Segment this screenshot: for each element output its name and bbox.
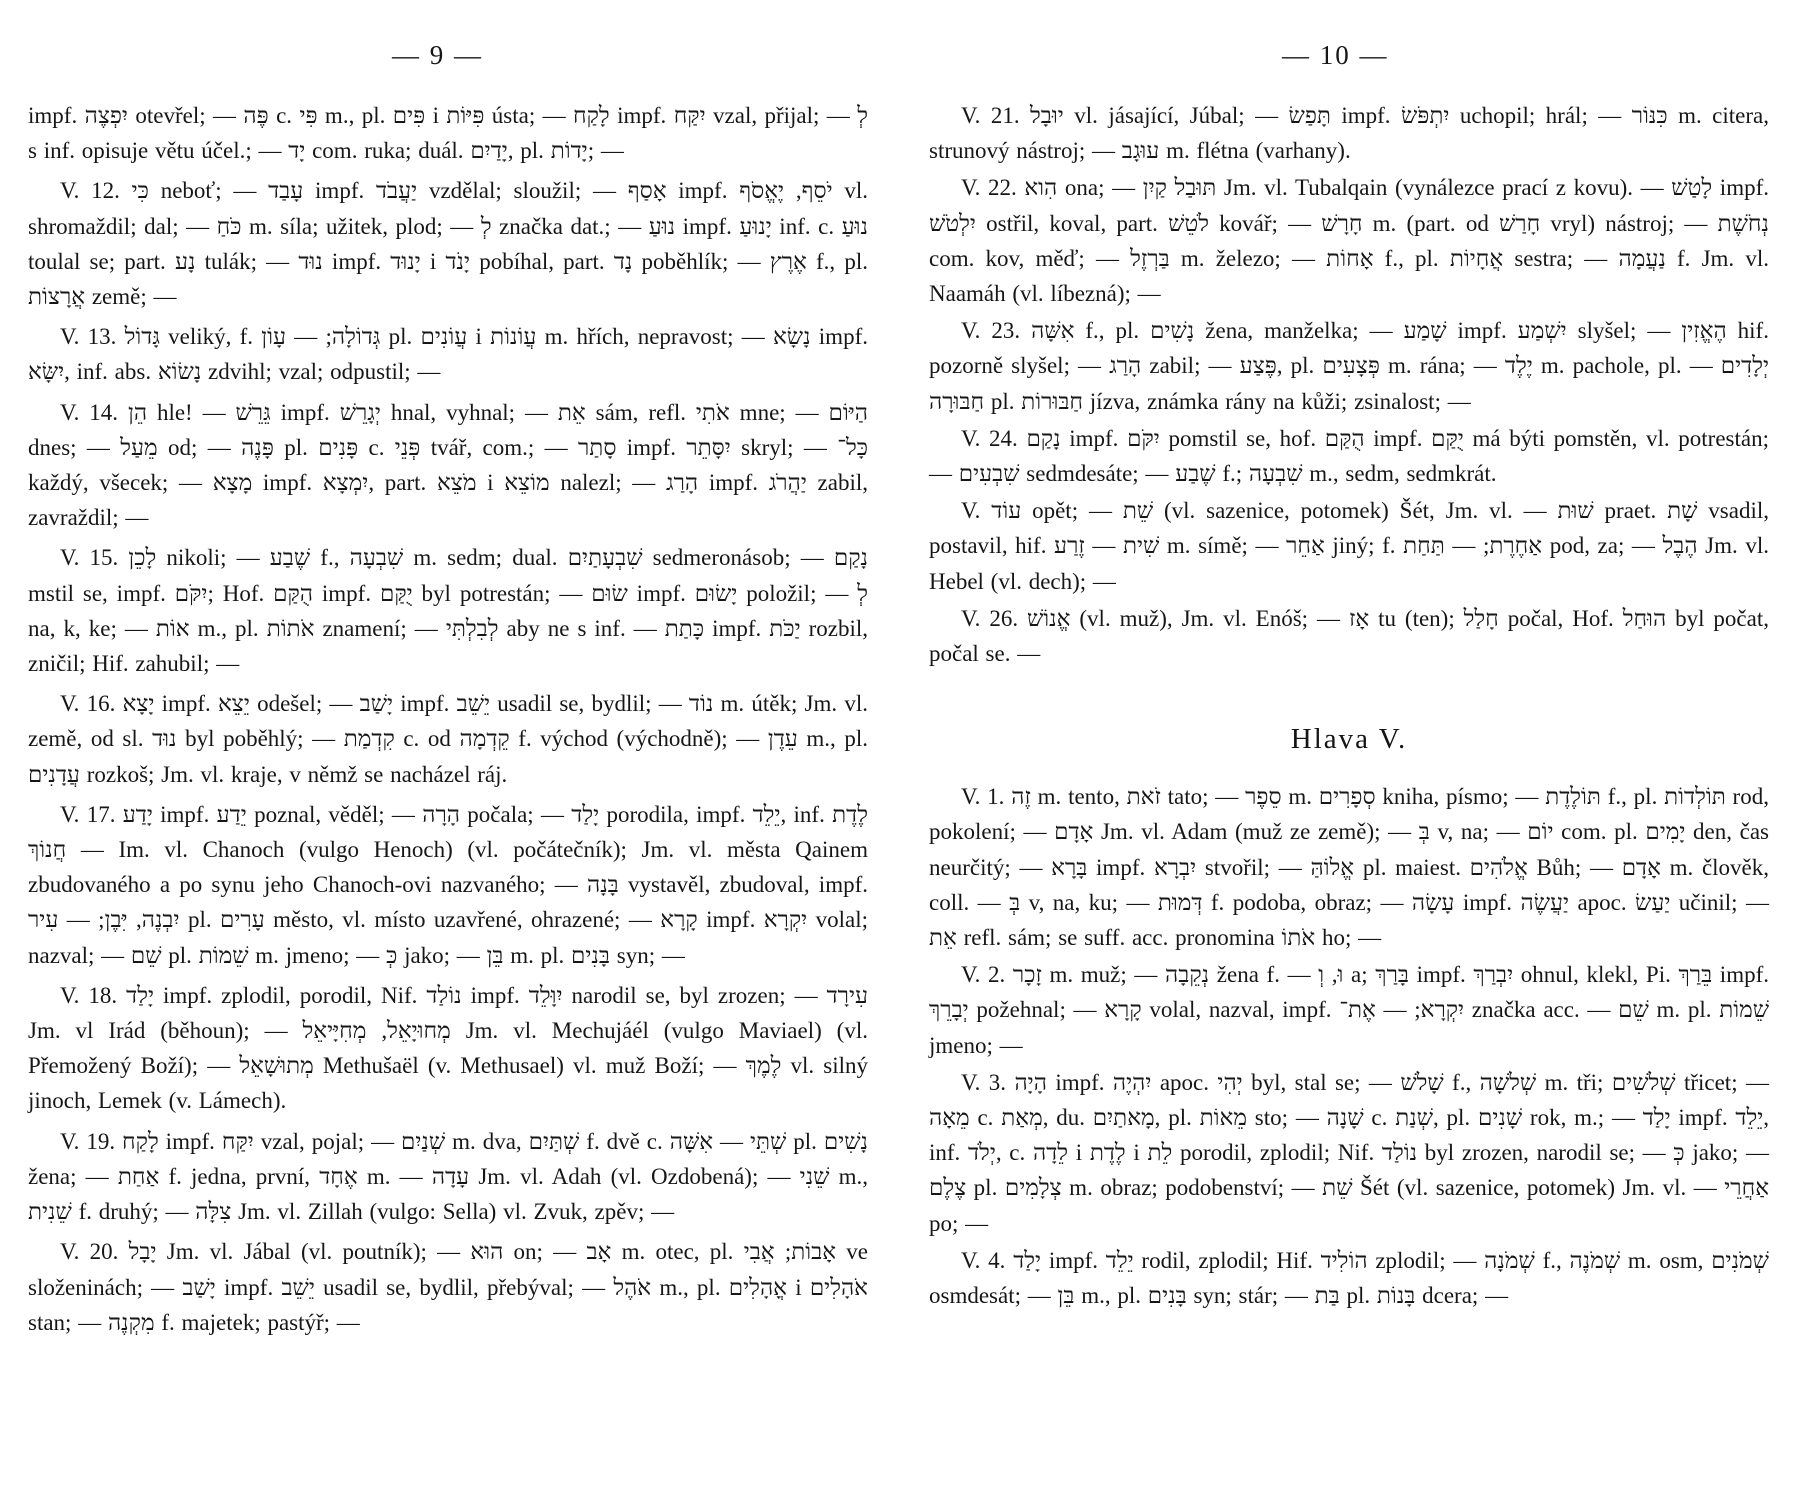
paragraph-verse: V. 16. יָצָא impf. יֵצֵא odešel; — יָשַׁב impf. יֵשֵׁב usadil se, bydlil; — נוֹד m. útěk; Jm. vl. země, od sl. נוּד byl poběhlý; — קִדְמַת c. od קֵדְמָה f. východ (východně); — עֵדֶן m., pl. עֲדָנִים rozkoš; Jm. vl. kraje, v němž se nacházel ráj. <box>28 691 868 787</box>
left-column <box>28 98 868 1345</box>
paragraph-verse: V. 26. אֱנוֹשׁ (vl. muž), Jm. vl. Enóš; — אָז tu (ten); חָלַל počal, Hof. הוּחַל byl počat, počal se. — <box>929 605 1769 667</box>
paragraph-verse: V. 22. הִוא ona; — תּוּבַל קַיִן Jm. vl. Tubalqain (vynálezce prací z kovu). — לָטַשׁ impf. יִלְטֹשׁ ostřil, koval, part. לֹטֵשׁ kovář; — חָרָשׁ m. (part. od חָרַשׁ vryl) nástroj; — נְחֹשֶׁת com. kov, měď; — בַּרְזֶל m. železo; — אָחוֹת f., pl. אֲחָיוֹת sestra; — נַעֲמָה f. Jm. vl. Naamáh (vl. líbezná); — <box>929 175 1770 307</box>
paragraph-verse: V. 18. יָלַד impf. zplodil, porodil, Nif. נוֹלַד impf. יִוָּלֵד narodil se, byl zrozen; — עִירָד Jm. vl Irád (běhoun); — מְחוּיָאֵל, מְחִיָּיאֵל Jm. vl. Mechujáél (vulgo Maviael) (vl. Přemožený Boží); — מְתוּשָׁאֵל Methušaël (v. Methusael) vl. muž Boží; — לֶמֶךְ vl. silný jinoch, Lemek (v. Lámech). <box>28 982 869 1114</box>
paragraph-verse: V. 14. הֵן hle! — גֵּרֵשׁ impf. יְגָרֵשׁ hnal, vyhnal; — אֵת sám, refl. אֹתִי mne; — הַיּוֹם dnes; — מֵעַל od; — פָּנֶה pl. פָּנִים c. פְּנֵי tvář, com.; — סָתַר impf. יִסָּתֵר skryl; — כָּל־ každý, všecek; — מָצָא impf. יִמְצָא, part. מֹצֵא i מוֹצֵא nalezl; — הָרַג impf. יַהֲרֹג zabil, zavraždil; — <box>28 399 869 531</box>
paragraph-verse: V. עוֹד opět; — שֵׁת (vl. sazenice, potomek) Šét, Jm. vl. — שׁוּת praet. שָׁת vsadil, postavil, hif. שִׁית — זֶרַע m. símě; — אַחֵר jiný; f. אַחֶרֶת; — תַּחַת pod, za; — הֶבֶל Jm. vl. Hebel (vl. dech); — <box>929 498 1769 594</box>
paragraph-verse: V. 15. לָכֵן nikoli; — שֶׁבַע f., שִׁבְעָה m. sedm; dual. שִׁבְעָתַיִם sedmeronásob; — נָקַם mstil se, impf. יִקֹּם; Hof. הֻקַּם impf. יֻקַּם byl potrestán; — שׂוּם impf. יָשׂוּם položil; — לְ na, k, ke; — אוֹת m., pl. אֹתוֹת znamení; — לְבִלְתִּי aby ne s inf. — כָּתַת impf. יַכֹּת rozbil, zničil; Hif. zahubil; — <box>28 545 869 677</box>
paragraph-verse: V. 3. הָיָה impf. יִהְיֶה apoc. יְהִי byl, stal se; — שָׁלֹשׁ f., שְׁלֹשָׁה m. tři; שְׁלֹשִׁים třicet; — מֵאָה c. מְאַת, du. מָאתַיִם, pl. מֵאוֹת sto; — שָׁנָה c. שְׁנַת, pl. שָׁנִים rok, m.; — יָלַד impf. יֵלֵד, inf. יְלֹד, c. לֵדָה i לֶדֶת i לֵת porodil, zplodil; Nif. נוֹלַד byl zrozen, narodil se; — כְּ jako; — צֶלֶם pl. צְלָמִים m. obraz; podobenství; — שֵׁת Šét (vl. sazenice, potomek) Jm. vl. — אַחֲרֵי po; — <box>929 1069 1770 1236</box>
chapter-heading: Hlava V. <box>1290 723 1408 756</box>
paragraph-verse: V. 1. זֶה m. tento, זֹאת tato; — סֵפֶר m. סְפָרִים kniha, písmo; — תּוֹלֶדֶת f., pl. תּוֹלְדוֹת rod, pokolení; — אָדָם Jm. vl. Adam (muž ze země); — בְּ v, na; — יוֹם com. pl. יָמִים den, čas neurčitý; — בָּרָא impf. יִבְרָא stvořil; — אֱלוֹהַּ pl. maiest. אֱלֹהִים Bůh; — אָדָם m. člověk, coll. — בְּ v, na, ku; — דְּמוּת f. podoba, obraz; — עָשָׂה impf. יַעֲשֶׂה apoc. יַעַשׂ učinil; — אֵת refl. sám; se suff. acc. pronomina אֹתוֹ ho; — <box>929 784 1770 951</box>
paragraph-verse: V. 23. אִשָּׁה f., pl. נָשִׁים žena, manželka; — שָׁמַע impf. יִשְׁמַע slyšel; — הֶאֱזִין hif. pozorně slyšel; — הָרַג zabil; — פֶּצַע, pl. פְּצָעִים m. rána; — יֶלֶד m. pachole, pl. יְלָדִים — חַבּוּרָה pl. חַבּוּרוֹת jízva, známka rány na kůži; zsinalost; — <box>929 318 1770 414</box>
page-number: — 9 — <box>392 40 483 70</box>
paragraph-verse: V. 4. יָלַד impf. יֵלֵד rodil, zplodil; Hif. הוֹלִיד zplodil; — שְׁמֹנָה f., שְׁמֹנֶה m. osm, שְׁמֹנִים osmdesát; — בֵּן m., pl. בָּנִים syn; stár; — בַּת pl. בָּנוֹת dcera; — <box>929 1247 1769 1309</box>
paragraph-verse: V. 12. כִּי neboť; — עָבַד impf. יַעֲבֹד vzdělal; sloužil; — אָסַף impf. יֹסֵף, יֶאֱסֹף vl. shromaždil; dal; — כֹּחַ m. síla; užitek, plod; — לְ značka dat.; — נוּעַ impf. יָנוּעַ inf. c. נוּעַ toulal se; part. נָע tulák; — נוּד impf. יָנוּד i יָנֹד pobíhal, part. נָד poběhlík; — אֶרֶץ f., pl. אֲרָצוֹת země; — <box>28 178 868 310</box>
paragraph: impf. יִפְצֶה otevřel; — פֶּה c. פִּי m., pl. פִּים i פִּיּוֹת ústa; — לָקַח impf. יִקַּח vzal, přijal; — לְ s inf. opisuje větu účel.; — יָד com. ruka; duál. יָדַיִם, pl. יָדוֹת; — <box>28 103 868 164</box>
paragraph-verse: V. 20. יָבָל Jm. vl. Jábal (vl. poutník); — הוּא on; — אָב m. otec, pl. אָבוֹת; אֲבִי ve složeninách; — יָשַׁב impf. יֵשֵׁב usadil se, bydlil, přebýval; — אֹהֶל m., pl. אֳהָלִים i אֹהָלִים stan; — מִקְנֶה f. majetek; pastýř; — <box>28 1239 869 1335</box>
paragraph-verse: V. 24. נָקַם impf. יִקֹּם pomstil se, hof. הֻקַּם impf. יֻקַּם má býti pomstěn, vl. potrestán; — שִׁבְעִים sedmdesáte; — שֶׁבַע f.; שִׁבְעָה m., sedm, sedmkrát. <box>929 425 1769 487</box>
right-page <box>897 0 1794 1500</box>
paragraph-verse: V. 21. יוּבָל vl. jásající, Júbal; — תָּפַשׂ impf. יִתְפֹּשׂ uchopil; hrál; — כִּנּוֹר m. citera, strunový nástroj; — עוּגָב m. flétna (varhany). <box>929 103 1769 164</box>
paragraph-verse: V. 17. יָדַע impf. יֵדַע poznal, věděl; — הָרָה počala; — יָלַד porodila, impf. יֵלֵד, inf. לֶדֶת — חֲנוֹךְ Im. vl. Chanoch (vulgo Henoch) (vl. počátečník); Jm. vl. města Qainem zbudovaného a po synu jeho Chanoch-ovi nazvaného; — בָּנָה vystavěl, zbudoval, impf. יִבְנֶה, יִּבֶן; — עִיר pl. עָרִים město, vl. místo uzavřené, ohrazené; — קָרָא impf. יִקְרָא volal; nazval; — שֵׁם pl. שֵׁמוֹת m. jmeno; — כְּ jako; — בֵּן m. pl. בָּנִים syn; — <box>28 801 868 968</box>
paragraph-verse: V. 13. גָּדוֹל veliký, f. גְּדוֹלָה; — עָוֹן pl. עֲוֹנִים i עֲוֹנוֹת m. hřích, nepravost; — נָשָׂא impf. יִשָּׂא, inf. abs. נָשׂוֹא zdvihl; vzal; odpustil; — <box>28 324 868 385</box>
right-column <box>929 98 1769 1315</box>
paragraph-verse: V. 19. לָקַח impf. יִקַּח vzal, pojal; — שְׁנַיִם m. dva, שְׁתַּיִם f. dvě c. שְׁתֵּי — אִשָּׁה pl. נָשִׁים žena; — אַחַת f. jedna, první, אֶחָד m. — עָדָה Jm. vl. Adah (vl. Ozdobená); — שֵׁנִי m., שֵׁנִית f. druhý; — צִלָּה Jm. vl. Zillah (vulgo: Sella) vl. Zvuk, zpěv; — <box>28 1128 869 1225</box>
paragraph-verse: V. 2. זָכָר m. muž; — נְקֵבָה žena f. — וּ, וְ a; בָּרַךְ impf. יִבְרַךְ ohnul, klekl, Pi. בֵּרַךְ impf. יְבָרֵךְ požehnal; — קָרָא volal, nazval, impf. יִקְרָא; — אֶת־ značka acc. — שֵׁם m. pl. שֵׁמוֹת jmeno; — <box>929 962 1770 1058</box>
page-number: — 10 — <box>1282 40 1389 70</box>
